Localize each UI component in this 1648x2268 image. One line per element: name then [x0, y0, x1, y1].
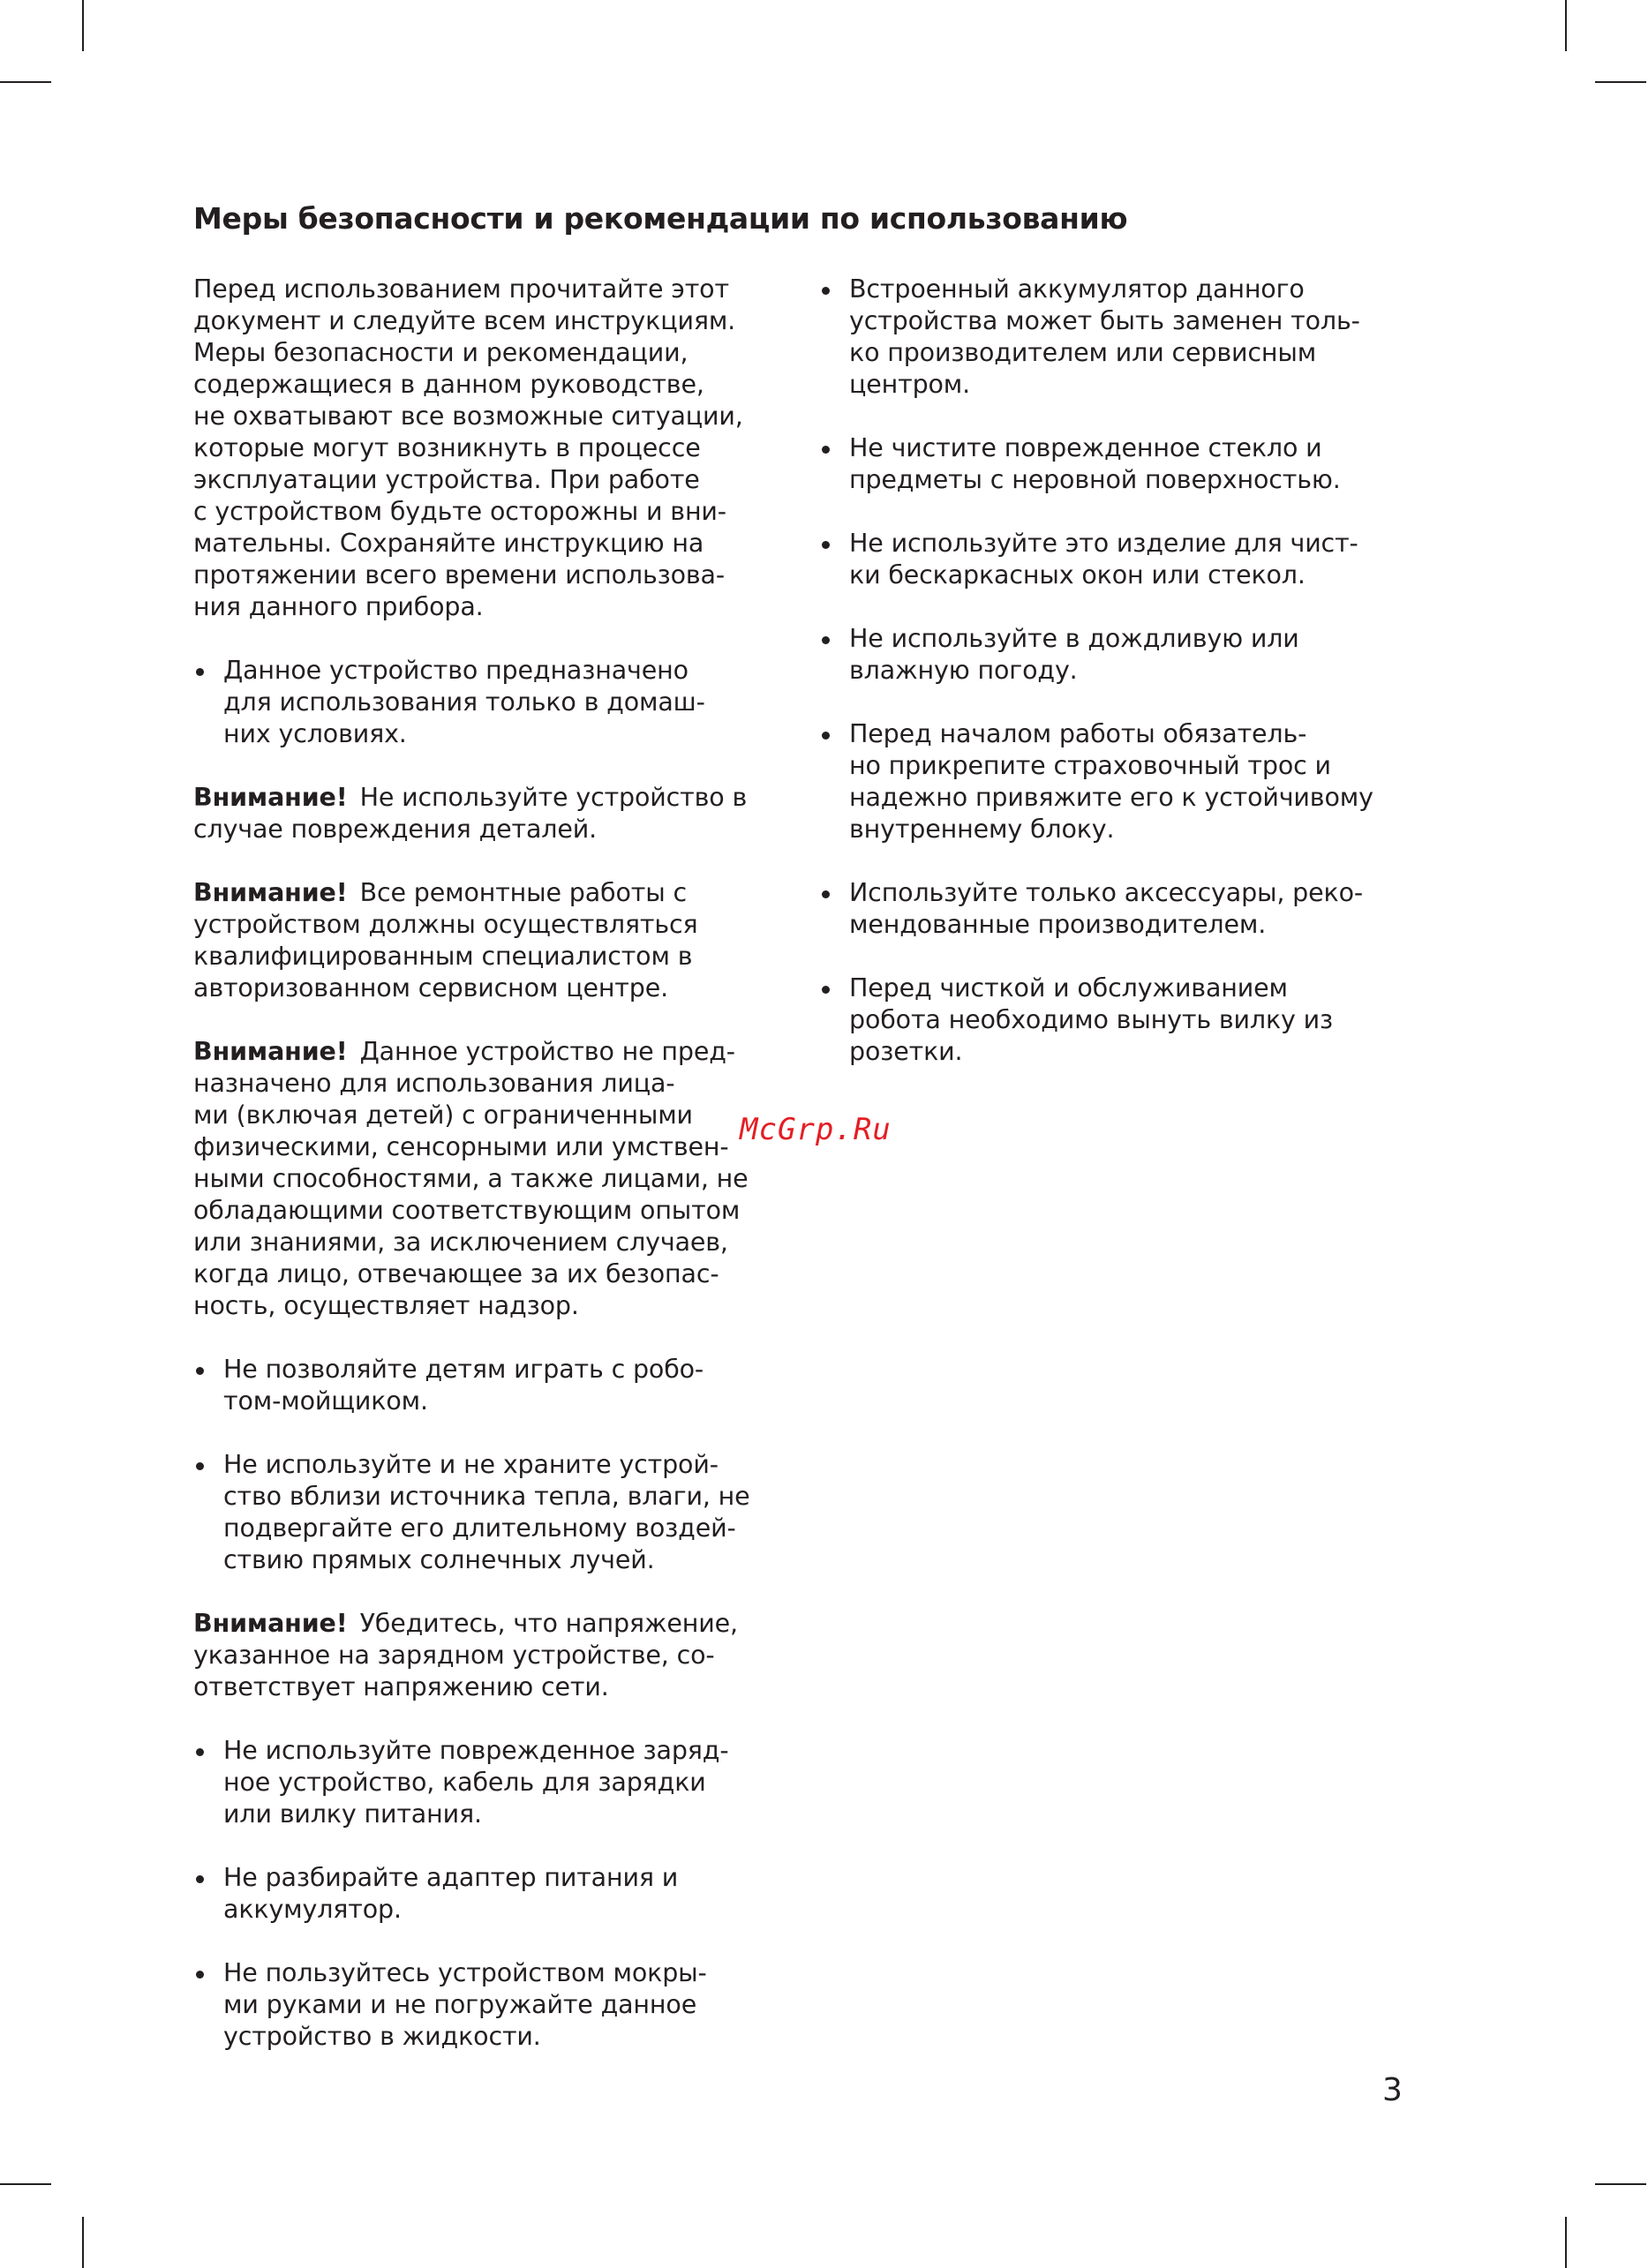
crop-mark [0, 2183, 51, 2185]
crop-mark [0, 81, 51, 83]
list-item: Не используйте поврежденное заряд- ное устройство, кабель для зарядки или вилку питания. [193, 1735, 786, 1830]
warning-paragraph [193, 1036, 786, 1322]
right-column [819, 274, 1437, 1100]
crop-mark [82, 2217, 84, 2268]
list-item: Встроенный аккумулятор данного устройства может быть заменен толь- ко производителем или сервисным центром. [819, 274, 1437, 401]
list-item: Не используйте в дождливую или влажную погоду. [819, 623, 1437, 687]
list-item: Перед началом работы обязатель- но прикрепите страховочный трос и надежно привяжите его к устойчивому внутреннему блоку. [819, 718, 1437, 845]
left-column [193, 274, 786, 2084]
list-item: Перед чисткой и обслуживанием робота необходимо вынуть вилку из розетки. [819, 973, 1437, 1068]
crop-mark [1565, 2217, 1567, 2268]
warning-paragraph [193, 782, 786, 845]
warning-text: Не используйте устройство в случае повреждения деталей. [193, 783, 748, 844]
warning-label: Внимание! [193, 1037, 348, 1066]
list-item: Не используйте это изделие для чист- ки бескаркасных окон или стекол. [819, 528, 1437, 591]
crop-mark [1595, 2183, 1646, 2185]
warning-paragraph [193, 877, 786, 1004]
crop-mark [1595, 81, 1646, 83]
list-item: Не используйте и не храните устрой- ство вблизи источника тепла, влаги, не подвергайте его длительному воздей- ствию прямых солнечных лучей. [193, 1449, 786, 1576]
page-title: Меры безопасности и рекомендации по использованию [193, 201, 1128, 236]
warning-label: Внимание! [193, 783, 348, 812]
intro-paragraph: Перед использованием прочитайте этот документ и следуйте всем инструкциям. Меры безопасности и рекомендации, содержащиеся в данном руководстве, не охватывают все возможные ситуации, которые могут возникнуть в процессе эксплуатации устройства. При работе с устройством будьте осторожны и вни- мательны. Сохраняйте инструкцию на протяжении всего времени использова- ния данного прибора. [193, 274, 743, 621]
list-item: Не разбирайте адаптер питания и аккумулятор. [193, 1862, 786, 1926]
warning-text: Данное устройство не пред- назначено для использования лица- ми (включая детей) с ограниченными физическими, сенсорными или умствен- ными способностями, а также лицами, не обладающими соответствующим опытом или знаниями, за исключением случаев, когда лицо, отвечающее за их безопас- ность, осуществляет надзор. [193, 1037, 749, 1320]
warning-label: Внимание! [193, 878, 348, 907]
crop-mark [1565, 0, 1567, 51]
page-number: 3 [1382, 2072, 1403, 2108]
warning-paragraph [193, 1608, 786, 1703]
warning-text: Убедитесь, что напряжение, указанное на зарядном устройстве, со- ответствует напряжению сети. [193, 1609, 738, 1701]
warning-label: Внимание! [193, 1609, 348, 1638]
list-item: Используйте только аксессуары, реко- мендованные производителем. [819, 877, 1437, 941]
list-item: Данное устройство предназначено для использования только в домаш- них условиях. [193, 655, 786, 750]
list-item: Не позволяйте детям играть с робо- том-мойщиком. [193, 1354, 786, 1417]
crop-mark [82, 0, 84, 51]
list-item: Не пользуйтесь устройством мокры- ми руками и не погружайте данное устройство в жидкости. [193, 1957, 786, 2053]
watermark: McGrp.Ru [740, 1112, 892, 1147]
list-item: Не чистите поврежденное стекло и предметы с неровной поверхностью. [819, 432, 1437, 496]
warning-text: Все ремонтные работы с устройством должны осуществляться квалифицированным специалистом в авторизованном сервисном центре. [193, 878, 698, 1003]
